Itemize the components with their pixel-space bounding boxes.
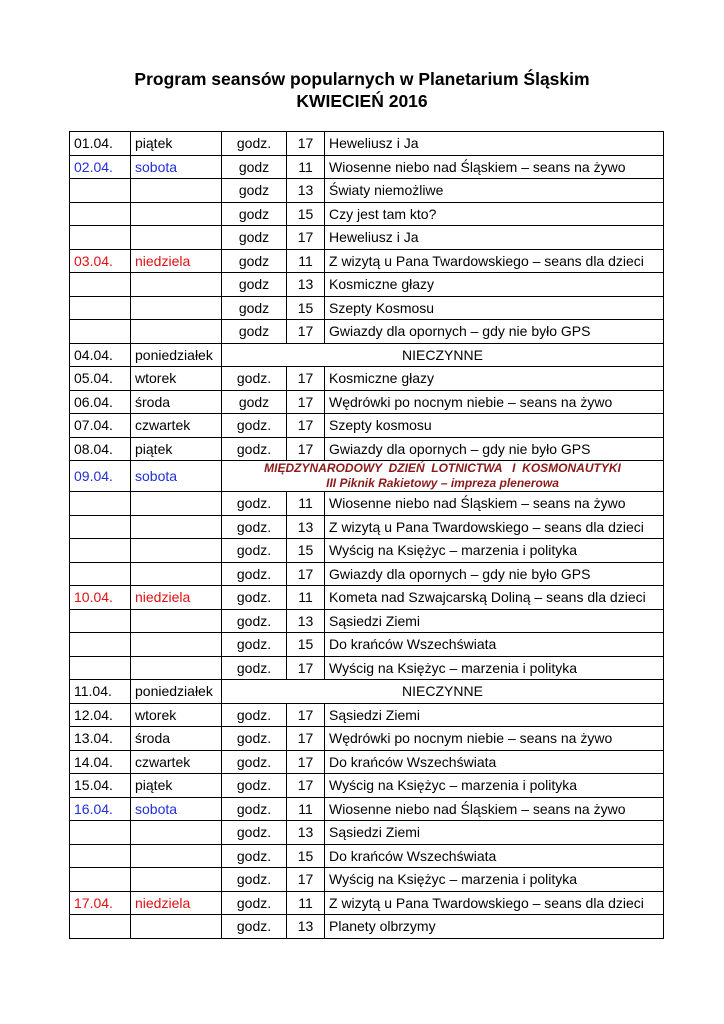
date-cell — [70, 202, 131, 226]
hour-cell: 13 — [287, 515, 325, 539]
event-line-2: III Piknik Rakietowy – impreza plenerowa — [326, 476, 559, 490]
hour-cell: 17 — [287, 703, 325, 727]
table-row — [70, 461, 664, 492]
hour-cell: 11 — [287, 155, 325, 179]
time-label-cell: godz. — [222, 437, 287, 461]
time-label-cell: godz. — [222, 774, 287, 798]
table-row — [70, 821, 664, 845]
show-title-cell: Z wizytą u Pana Twardowskiego – seans dla dzieci — [325, 249, 664, 273]
table-row — [70, 390, 664, 414]
day-cell — [131, 844, 222, 868]
show-title-cell: Heweliusz i Ja — [325, 226, 664, 250]
date-cell — [70, 562, 131, 586]
day-cell: niedziela — [131, 891, 222, 915]
day-cell — [131, 609, 222, 633]
day-cell: czwartek — [131, 750, 222, 774]
table-row — [70, 586, 664, 610]
show-title-cell: Wiosenne niebo nad Śląskiem – seans na żywo — [325, 155, 664, 179]
hour-cell: 17 — [287, 727, 325, 751]
date-cell: 15.04. — [70, 774, 131, 798]
day-cell — [131, 273, 222, 297]
show-title-cell: Planety olbrzymy — [325, 915, 664, 939]
time-label-cell: godz. — [222, 703, 287, 727]
date-cell: 05.04. — [70, 367, 131, 391]
table-row — [70, 609, 664, 633]
show-title-cell: Wędrówki po nocnym niebie – seans na żywo — [325, 390, 664, 414]
show-title-cell: Heweliusz i Ja — [325, 132, 664, 156]
time-label-cell: godz — [222, 390, 287, 414]
time-label-cell: godz. — [222, 515, 287, 539]
time-label-cell: godz — [222, 226, 287, 250]
day-cell: poniedziałek — [131, 343, 222, 367]
day-cell — [131, 320, 222, 344]
date-cell — [70, 273, 131, 297]
closed-cell: NIECZYNNE — [222, 343, 664, 367]
show-title-cell: Sąsiedzi Ziemi — [325, 609, 664, 633]
show-title-cell: Wyścig na Księżyc – marzenia i polityka — [325, 656, 664, 680]
show-title-cell: Kometa nad Szwajcarską Doliną – seans dla dzieci — [325, 586, 664, 610]
day-cell: czwartek — [131, 414, 222, 438]
show-title-cell: Do krańców Wszechświata — [325, 750, 664, 774]
day-cell — [131, 633, 222, 657]
day-cell: wtorek — [131, 367, 222, 391]
hour-cell: 13 — [287, 609, 325, 633]
show-title-cell: Wędrówki po nocnym niebie – seans na żywo — [325, 727, 664, 751]
date-cell — [70, 226, 131, 250]
table-row — [70, 132, 664, 156]
day-cell: piątek — [131, 132, 222, 156]
time-label-cell: godz — [222, 249, 287, 273]
date-cell: 06.04. — [70, 390, 131, 414]
hour-cell: 11 — [287, 492, 325, 516]
show-title-cell: Sąsiedzi Ziemi — [325, 821, 664, 845]
title-line-2: KWIECIEŃ 2016 — [296, 91, 428, 111]
table-row — [70, 202, 664, 226]
show-title-cell: Światy niemożliwe — [325, 179, 664, 203]
date-cell: 02.04. — [70, 155, 131, 179]
show-title-cell: Wiosenne niebo nad Śląskiem – seans na żywo — [325, 492, 664, 516]
hour-cell: 17 — [287, 414, 325, 438]
time-label-cell: godz. — [222, 891, 287, 915]
date-cell — [70, 609, 131, 633]
day-cell: sobota — [131, 461, 222, 492]
table-row — [70, 249, 664, 273]
date-cell: 04.04. — [70, 343, 131, 367]
date-cell — [70, 656, 131, 680]
day-cell: poniedziałek — [131, 680, 222, 704]
show-title-cell: Sąsiedzi Ziemi — [325, 703, 664, 727]
table-row — [70, 680, 664, 704]
table-row — [70, 656, 664, 680]
show-title-cell: Z wizytą u Pana Twardowskiego – seans dla dzieci — [325, 891, 664, 915]
table-row — [70, 797, 664, 821]
day-cell — [131, 821, 222, 845]
date-cell: 01.04. — [70, 132, 131, 156]
time-label-cell: godz. — [222, 868, 287, 892]
time-label-cell: godz — [222, 296, 287, 320]
day-cell — [131, 296, 222, 320]
time-label-cell: godz — [222, 179, 287, 203]
show-title-cell: Kosmiczne głazy — [325, 367, 664, 391]
event-line-1: MIĘDZYNARODOWY DZIEŃ LOTNICTWA I KOSMONAUTYKI — [264, 461, 621, 475]
date-cell: 17.04. — [70, 891, 131, 915]
date-cell: 11.04. — [70, 680, 131, 704]
day-cell: niedziela — [131, 249, 222, 273]
table-row — [70, 437, 664, 461]
date-cell — [70, 492, 131, 516]
time-label-cell: godz — [222, 155, 287, 179]
hour-cell: 17 — [287, 367, 325, 391]
table-row — [70, 367, 664, 391]
date-cell — [70, 320, 131, 344]
time-label-cell: godz. — [222, 414, 287, 438]
date-cell: 12.04. — [70, 703, 131, 727]
date-cell — [70, 868, 131, 892]
time-label-cell: godz — [222, 320, 287, 344]
table-row — [70, 915, 664, 939]
time-label-cell: godz. — [222, 539, 287, 563]
time-label-cell: godz. — [222, 633, 287, 657]
show-title-cell: Kosmiczne głazy — [325, 273, 664, 297]
day-cell: niedziela — [131, 586, 222, 610]
event-cell — [222, 461, 664, 492]
hour-cell: 15 — [287, 633, 325, 657]
hour-cell: 17 — [287, 656, 325, 680]
day-cell — [131, 915, 222, 939]
time-label-cell: godz — [222, 202, 287, 226]
table-row — [70, 891, 664, 915]
show-title-cell: Gwiazdy dla opornych – gdy nie było GPS — [325, 320, 664, 344]
hour-cell: 17 — [287, 437, 325, 461]
show-title-cell: Gwiazdy dla opornych – gdy nie było GPS — [325, 437, 664, 461]
table-row — [70, 226, 664, 250]
show-title-cell: Z wizytą u Pana Twardowskiego – seans dla dzieci — [325, 515, 664, 539]
closed-cell: NIECZYNNE — [222, 680, 664, 704]
hour-cell: 13 — [287, 821, 325, 845]
day-cell — [131, 539, 222, 563]
hour-cell: 15 — [287, 844, 325, 868]
table-row — [70, 633, 664, 657]
day-cell — [131, 179, 222, 203]
date-cell: 14.04. — [70, 750, 131, 774]
day-cell: wtorek — [131, 703, 222, 727]
table-row — [70, 179, 664, 203]
date-cell — [70, 296, 131, 320]
day-cell — [131, 515, 222, 539]
hour-cell: 17 — [287, 868, 325, 892]
show-title-cell: Czy jest tam kto? — [325, 202, 664, 226]
day-cell: środa — [131, 727, 222, 751]
date-cell — [70, 633, 131, 657]
table-row — [70, 562, 664, 586]
time-label-cell: godz. — [222, 750, 287, 774]
date-cell — [70, 179, 131, 203]
time-label-cell: godz. — [222, 844, 287, 868]
table-row — [70, 343, 664, 367]
hour-cell: 17 — [287, 132, 325, 156]
date-cell: 08.04. — [70, 437, 131, 461]
time-label-cell: godz. — [222, 492, 287, 516]
hour-cell: 15 — [287, 202, 325, 226]
day-cell — [131, 656, 222, 680]
day-cell — [131, 202, 222, 226]
hour-cell: 13 — [287, 179, 325, 203]
hour-cell: 11 — [287, 797, 325, 821]
time-label-cell: godz. — [222, 562, 287, 586]
table-row — [70, 273, 664, 297]
table-row — [70, 320, 664, 344]
hour-cell: 11 — [287, 891, 325, 915]
title-line-1: Program seansów popularnych w Planetarium Śląskim — [134, 69, 590, 89]
date-cell — [70, 539, 131, 563]
time-label-cell: godz. — [222, 367, 287, 391]
show-title-cell: Do krańców Wszechświata — [325, 844, 664, 868]
date-cell — [70, 844, 131, 868]
hour-cell: 13 — [287, 273, 325, 297]
show-title-cell: Gwiazdy dla opornych – gdy nie było GPS — [325, 562, 664, 586]
day-cell: środa — [131, 390, 222, 414]
hour-cell: 17 — [287, 390, 325, 414]
hour-cell: 15 — [287, 539, 325, 563]
show-title-cell: Wyścig na Księżyc – marzenia i polityka — [325, 539, 664, 563]
hour-cell: 17 — [287, 226, 325, 250]
time-label-cell: godz. — [222, 797, 287, 821]
day-cell: sobota — [131, 797, 222, 821]
day-cell: piątek — [131, 437, 222, 461]
hour-cell: 13 — [287, 915, 325, 939]
hour-cell: 17 — [287, 562, 325, 586]
day-cell — [131, 226, 222, 250]
time-label-cell: godz. — [222, 656, 287, 680]
date-cell — [70, 515, 131, 539]
show-title-cell: Do krańców Wszechświata — [325, 633, 664, 657]
hour-cell: 15 — [287, 296, 325, 320]
page-title — [0, 68, 724, 112]
time-label-cell: godz. — [222, 915, 287, 939]
date-cell: 10.04. — [70, 586, 131, 610]
table-row — [70, 155, 664, 179]
show-title-cell: Szepty kosmosu — [325, 414, 664, 438]
table-row — [70, 539, 664, 563]
hour-cell: 11 — [287, 586, 325, 610]
show-title-cell: Wyścig na Księżyc – marzenia i polityka — [325, 774, 664, 798]
day-cell — [131, 562, 222, 586]
table-row — [70, 844, 664, 868]
table-row — [70, 703, 664, 727]
time-label-cell: godz — [222, 273, 287, 297]
hour-cell: 17 — [287, 320, 325, 344]
show-title-cell: Szepty Kosmosu — [325, 296, 664, 320]
schedule-body — [70, 132, 664, 939]
show-title-cell: Wyścig na Księżyc – marzenia i polityka — [325, 868, 664, 892]
date-cell: 13.04. — [70, 727, 131, 751]
table-row — [70, 750, 664, 774]
date-cell: 07.04. — [70, 414, 131, 438]
hour-cell: 11 — [287, 249, 325, 273]
table-row — [70, 414, 664, 438]
time-label-cell: godz. — [222, 727, 287, 751]
date-cell — [70, 821, 131, 845]
date-cell: 03.04. — [70, 249, 131, 273]
hour-cell: 17 — [287, 750, 325, 774]
date-cell: 09.04. — [70, 461, 131, 492]
date-cell: 16.04. — [70, 797, 131, 821]
table-row — [70, 296, 664, 320]
day-cell — [131, 492, 222, 516]
day-cell — [131, 868, 222, 892]
table-row — [70, 774, 664, 798]
show-title-cell: Wiosenne niebo nad Śląskiem – seans na żywo — [325, 797, 664, 821]
table-row — [70, 492, 664, 516]
hour-cell: 17 — [287, 774, 325, 798]
day-cell: piątek — [131, 774, 222, 798]
day-cell: sobota — [131, 155, 222, 179]
time-label-cell: godz. — [222, 132, 287, 156]
time-label-cell: godz. — [222, 821, 287, 845]
schedule-table — [69, 131, 664, 939]
time-label-cell: godz. — [222, 609, 287, 633]
table-row — [70, 727, 664, 751]
time-label-cell: godz. — [222, 586, 287, 610]
date-cell — [70, 915, 131, 939]
table-row — [70, 515, 664, 539]
table-row — [70, 868, 664, 892]
